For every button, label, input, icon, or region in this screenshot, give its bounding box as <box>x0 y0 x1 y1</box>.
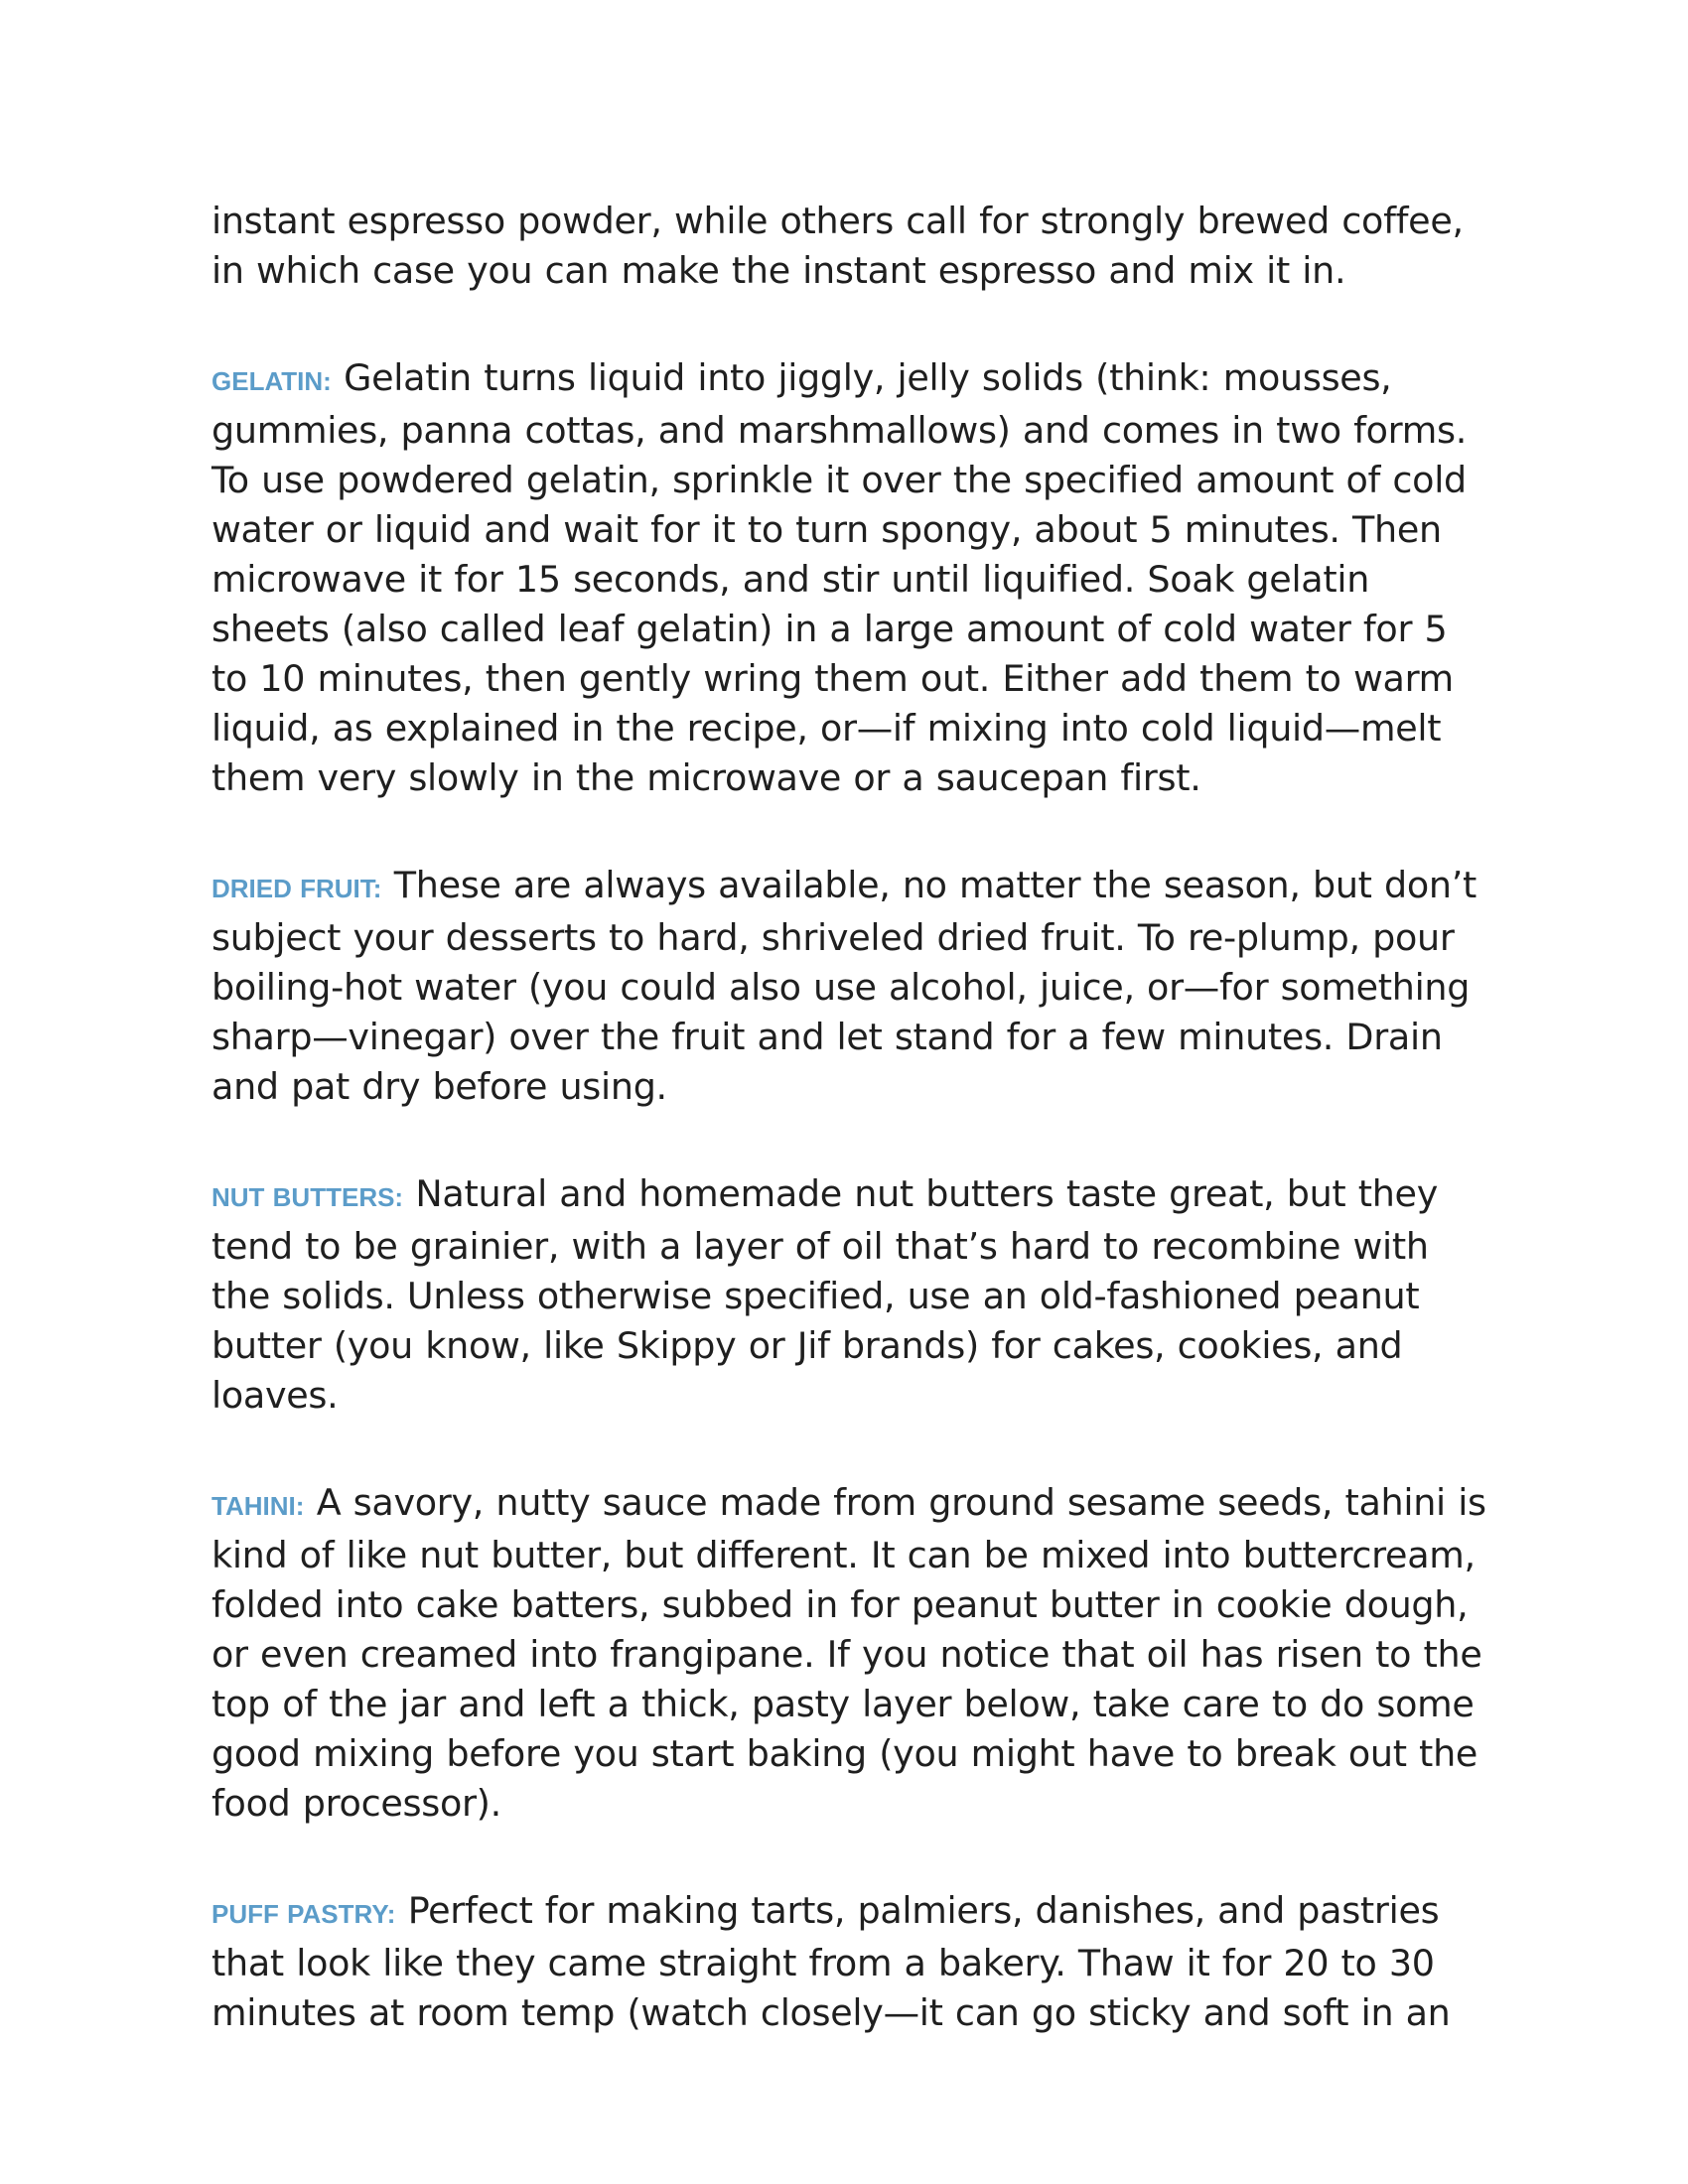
term-heading-gelatin: GELATIN: <box>211 366 332 396</box>
paragraph-gelatin <box>211 353 1492 803</box>
term-heading-nut-butters: NUT BUTTERS: <box>211 1182 404 1212</box>
term-heading-dried-fruit: DRIED FRUIT: <box>211 874 382 903</box>
paragraph-espresso-continued <box>211 197 1492 296</box>
paragraph-text: Perfect for making tarts, palmiers, danishes, and pastries that look like they came straight from a bakery. Thaw it for 20 to 30 minutes at room temp (watch closely—it can go sticky and soft in an <box>211 1889 1451 2034</box>
paragraph-text: Natural and homemade nut butters taste great, but they tend to be grainier, with a layer of oil that’s hard to recombine with the solids. Unless otherwise specified, use an old-fashioned peanut butter (you know, like Skippy or Jif brands) for cakes, cookies, and loaves. <box>211 1172 1439 1417</box>
paragraph-nut-butters <box>211 1169 1492 1421</box>
term-heading-tahini: TAHINI: <box>211 1491 305 1521</box>
paragraph-text: Gelatin turns liquid into jiggly, jelly solids (think: mousses, gummies, panna cottas, and marshmallows) and comes in two forms. To use powdered gelatin, sprinkle it over the specified amount of cold water or liquid and wait for it to turn spongy, about 5 minutes. Then microwave it for 15 seconds, and stir until liquified. Soak gelatin sheets (also called leaf gelatin) in a large amount of cold water for 5 to 10 minutes, then gently wring them out. Either add them to warm liquid, as explained in the recipe, or—if mixing into cold liquid—melt them very slowly in the microwave or a saucepan first. <box>211 356 1468 799</box>
term-heading-puff-pastry: PUFF PASTRY: <box>211 1899 396 1929</box>
paragraph-dried-fruit <box>211 861 1492 1112</box>
paragraph-puff-pastry <box>211 1886 1492 2038</box>
paragraph-text: A savory, nutty sauce made from ground sesame seeds, tahini is kind of like nut butter, but different. It can be mixed into buttercream, folded into cake batters, subbed in for peanut butter in cookie dough, or even creamed into frangipane. If you notice that oil has risen to the top of the jar and left a thick, pasty layer below, take care to do some good mixing before you start baking (you might have to break out the food processor). <box>211 1481 1486 1825</box>
document-page <box>211 197 1492 2096</box>
paragraph-text: instant espresso powder, while others call for strongly brewed coffee, in which case you can make the instant espresso and mix it in. <box>211 200 1464 292</box>
paragraph-tahini <box>211 1478 1492 1829</box>
paragraph-text: These are always available, no matter the season, but don’t subject your desserts to hard, shriveled dried fruit. To re-plump, pour boiling-hot water (you could also use alcohol, juice, or—for something sharp—vinegar) over the fruit and let stand for a few minutes. Drain and pat dry before using. <box>211 864 1477 1108</box>
